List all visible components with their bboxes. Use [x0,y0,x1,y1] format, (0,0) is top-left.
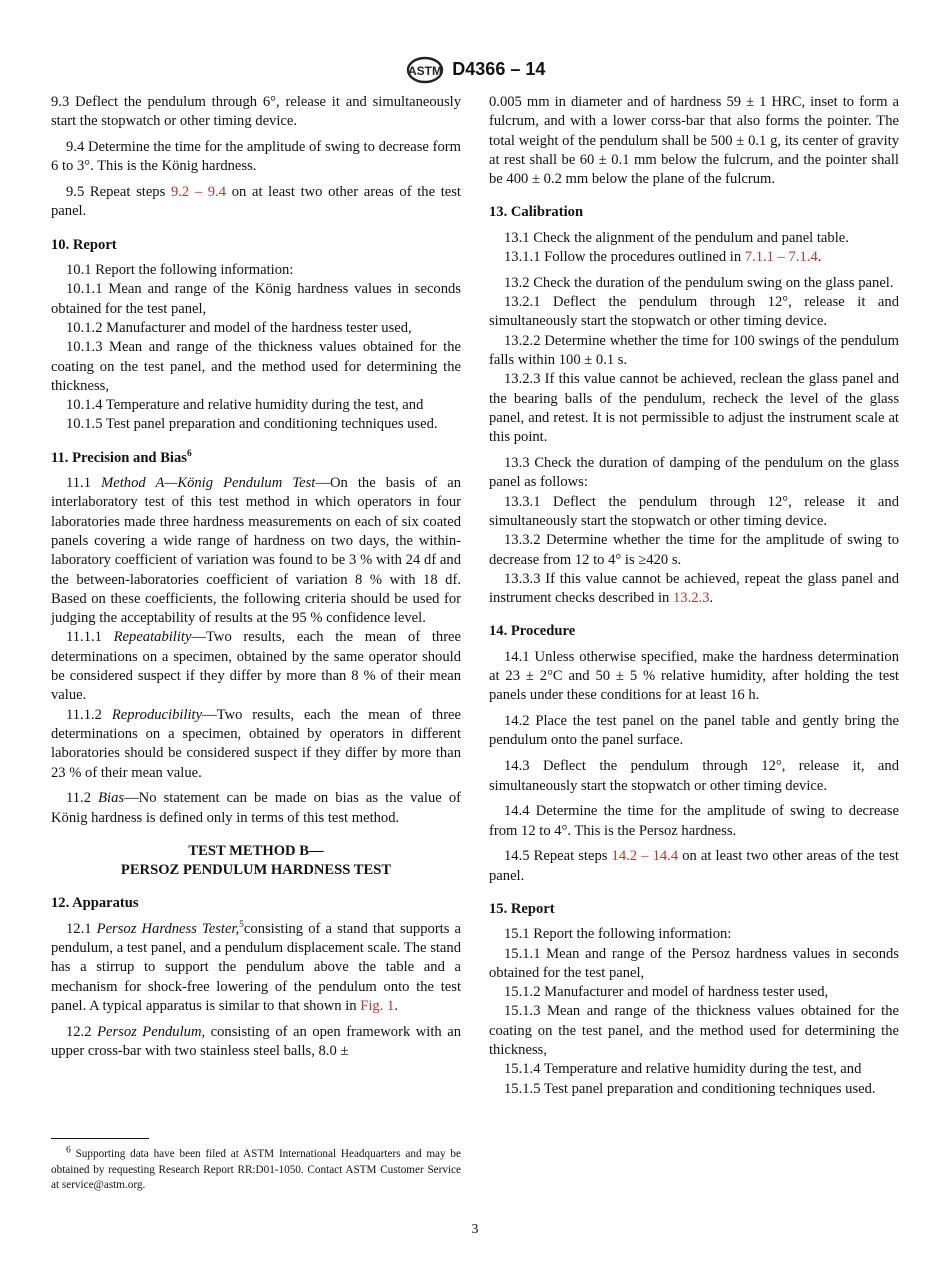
section-heading [489,900,899,919]
svg-text:ASTM: ASTM [407,64,442,78]
right-column [489,93,899,1099]
cross-reference-link[interactable]: Fig. 1 [360,997,395,1014]
text: 13.2 Check the duration of the pendulum swing on the glass panel. [504,274,894,291]
section-heading [51,842,461,861]
paragraph [489,1060,899,1079]
text: 14.3 Deflect the pendulum through 12°, release it, and simultaneously start the stopwatch or other timing device. [489,758,899,794]
superscript: 6 [186,448,192,459]
footnote-mark: 6 [66,1145,71,1156]
paragraph [51,706,461,783]
text: 12.1 [66,920,97,937]
text: 15.1.2 Manufacturer and model of hardness tester used, [504,984,829,1001]
paragraph [489,248,899,267]
text: 15.1.3 Mean and range of the thickness values obtained for the coating on the test panel, and the method used for determining the thickness, [489,1003,899,1059]
paragraph [51,789,461,828]
text: 13.3.3 If this value cannot be achieved, repeat the glass panel and instrument checks described in [489,570,899,607]
text: 13.2.1 Deflect the pendulum through 12°, release it and simultaneously start the stopwatch or other timing device. [489,294,899,330]
cross-reference-link[interactable]: 9.2 – 9.4 [170,184,227,201]
text: 9.5 Repeat steps [66,184,171,201]
paragraph [51,338,461,396]
section-heading [51,236,461,255]
section-heading [51,894,461,913]
text: TEST METHOD B— [188,842,324,859]
text: 15.1.1 Mean and range of the Persoz hardness values in seconds obtained for the test panel, [489,945,899,981]
text: 14.1 Unless otherwise specified, make the hardness determination at 23 ± 2°C and 50 ± 5 % relative humidity, after holding the test panels under these conditions for at least 16 h. [489,648,899,704]
text: on at least two other areas of the test panel. [51,184,461,220]
paragraph [489,757,899,796]
paragraph [489,293,899,332]
text: 11.1.2 [66,706,112,723]
text: consisting of an open framework with an upper cross-bar with two stainless steel balls, 8.0 ± [51,1023,462,1060]
text: 10.1.4 Temperature and relative humidity during the test, and [66,397,424,414]
footnote-divider [51,1138,149,1139]
text: . [817,249,822,266]
paragraph [489,332,899,371]
cross-reference-link[interactable]: 7.1.1 – 7.1.4 [744,249,818,266]
page-number: 3 [471,1222,479,1237]
text: 13.1 Check the alignment of the pendulum and panel table. [504,229,849,246]
text: 10.1 Report the following information: [66,262,294,279]
paragraph [489,945,899,984]
left-column [51,93,461,1061]
text: 10.1.1 Mean and range of the König hardness values in seconds obtained for the test panel, [51,281,461,317]
text: PERSOZ PENDULUM HARDNESS TEST [120,862,392,879]
italic-term: Method A—König Pendulum Test [101,475,316,492]
text: 10.1.3 Mean and range of the thickness values obtained for the coating on the test panel, and the method used for determining the thickness, [51,339,461,394]
text: —On the basis of an interlaboratory test of this test method in which operators in four laboratories made three hardness measurements on each of six coated panels covering a wide range of hardness on two days, the within-laboratory coefficient of variation was found to be 3 % with 24 df and the between-laboratories coefficient of variation 8 % with 18 df. Based on these coefficients, the following criteria should be used for judging the acceptability of results at the 95 % confidence level. [51,475,461,627]
text: 15.1.5 Test panel preparation and conditioning techniques used. [504,1080,876,1097]
text: 15.1 Report the following information: [504,926,732,943]
text: —Two results, each the mean of three determinations on a specimen, obtained by the same operator should be considered suspect if they differ by more than 8 % of their mean value. [51,629,462,704]
text: 13.3.2 Determine whether the time for the amplitude of swing to decrease from 12 to 4° is ≥420 s. [489,532,899,568]
text: 15.1.4 Temperature and relative humidity during the test, and [504,1061,862,1078]
text: 10.1.2 Manufacturer and model of the hardness tester used, [66,319,412,336]
paragraph [489,454,899,493]
text: 10. Report [51,236,117,253]
paragraph [489,925,899,944]
paragraph [489,229,899,248]
italic-term: Persoz Hardness Tester, [96,920,240,937]
paragraph [51,415,461,434]
paragraph [489,493,899,532]
section-heading [51,861,461,880]
text: 14. Procedure [489,623,576,640]
text: 12. Apparatus [51,895,139,912]
footnote-text: Supporting data have been filed at ASTM International Headquarters and may be obtained by requesting Research Report RR:D01-1050. Contact ASTM Customer Service at service@astm.org. [51,1148,461,1191]
paragraph [51,474,461,628]
paragraph [489,93,899,189]
page-header [0,56,950,84]
text: consisting of a stand that supports a pendulum, a test panel, and a pendulum displacement scale. The stand has a stirrup to support the pendulum above the table and a mechanism for shock-free lowering of the pendulum onto the test panel. A typical apparatus is similar to that shown in [51,920,462,1014]
paragraph [51,93,461,132]
paragraph [489,1080,899,1099]
text: 14.4 Determine the time for the amplitude of swing to decrease from 12 to 4°. This is the Persoz hardness. [489,803,899,839]
text: —Two results, each the mean of three determinations on a specimen, obtained by operators in different laboratories should be considered suspect if they differ by more than 23 % of their mean value. [51,706,462,781]
paragraph [489,847,899,886]
section-heading [51,449,461,468]
italic-term: Reproducibility [111,706,203,723]
text: 13.3.1 Deflect the pendulum through 12°, release it and simultaneously start the stopwatch or other timing device. [489,493,899,529]
paragraph [51,261,461,280]
text: 0.005 mm in diameter and of hardness 59 ± 1 HRC, inset to form a fulcrum, and with a lower corss-bar that also forms the pointer. The total weight of the pendulum shall be 500 ± 0.1 g, its center of gravity at rest shall be 60 ± 0.1 mm below the fulcrum, and the pointer shall be 400 ± 0.2 mm below the plane of the fulcrum. [489,94,899,188]
paragraph [489,370,899,447]
paragraph [51,920,461,1016]
paragraph [51,138,461,177]
text: 15. Report [489,900,555,917]
text: 14.2 Place the test panel on the panel table and gently bring the pendulum onto the panel surface. [489,713,899,749]
text: 11.1.1 [66,629,114,646]
paragraph [489,802,899,841]
paragraph [51,628,461,705]
text: 9.4 Determine the time for the amplitude of swing to decrease form 6 to 3°. This is the König hardness. [51,139,461,175]
section-heading [489,203,899,222]
paragraph [51,183,461,222]
text: 11.1 [66,475,102,492]
text: . [709,590,714,607]
cross-reference-link[interactable]: 14.2 – 14.4 [611,848,679,865]
astm-logo-icon [405,56,445,84]
text: 11. Precision and Bias [51,449,187,466]
text: 14.5 Repeat steps [504,848,612,865]
paragraph [51,319,461,338]
text: 12.2 [66,1023,98,1040]
text: 10.1.5 Test panel preparation and conditioning techniques used. [66,416,438,433]
document-designation: D4366 – 14 [452,59,546,80]
paragraph [489,531,899,570]
paragraph [51,396,461,415]
text: 13.3 Check the duration of damping of the pendulum on the glass panel as follows: [489,455,899,491]
text: 13.2.3 If this value cannot be achieved, reclean the glass panel and the bearing balls of the pendulum, recheck the level of the glass panel, and retest. It is not permissible to adjust the instrument scale at this point. [489,371,899,446]
text: 11.2 [66,790,99,807]
text: . [394,997,398,1014]
text: 13.1.1 Follow the procedures outlined in [504,249,745,266]
paragraph [489,570,899,609]
paragraph [489,274,899,293]
text: on at least two other areas of the test panel. [489,848,899,884]
superscript: 5 [239,919,244,930]
cross-reference-link[interactable]: 13.2.3 [673,590,710,607]
paragraph [51,280,461,319]
italic-term: Persoz Pendulum, [97,1023,206,1040]
text: 13. Calibration [489,204,584,221]
section-heading [489,622,899,641]
paragraph [489,1002,899,1060]
text: 13.2.2 Determine whether the time for 100 swings of the pendulum falls within 100 ± 0.1 s. [489,332,899,369]
text: —No statement can be made on bias as the value of König hardness is defined only in terms of this test method. [51,790,461,826]
paragraph [51,1023,461,1062]
text: 9.3 Deflect the pendulum through 6°, release it and simultaneously start the stopwatch or other timing device. [51,94,461,130]
italic-term: Repeatability [113,629,192,646]
paragraph [489,712,899,751]
italic-term: Bias [98,790,125,807]
footnote [51,1147,461,1194]
paragraph [489,983,899,1002]
paragraph [489,648,899,706]
